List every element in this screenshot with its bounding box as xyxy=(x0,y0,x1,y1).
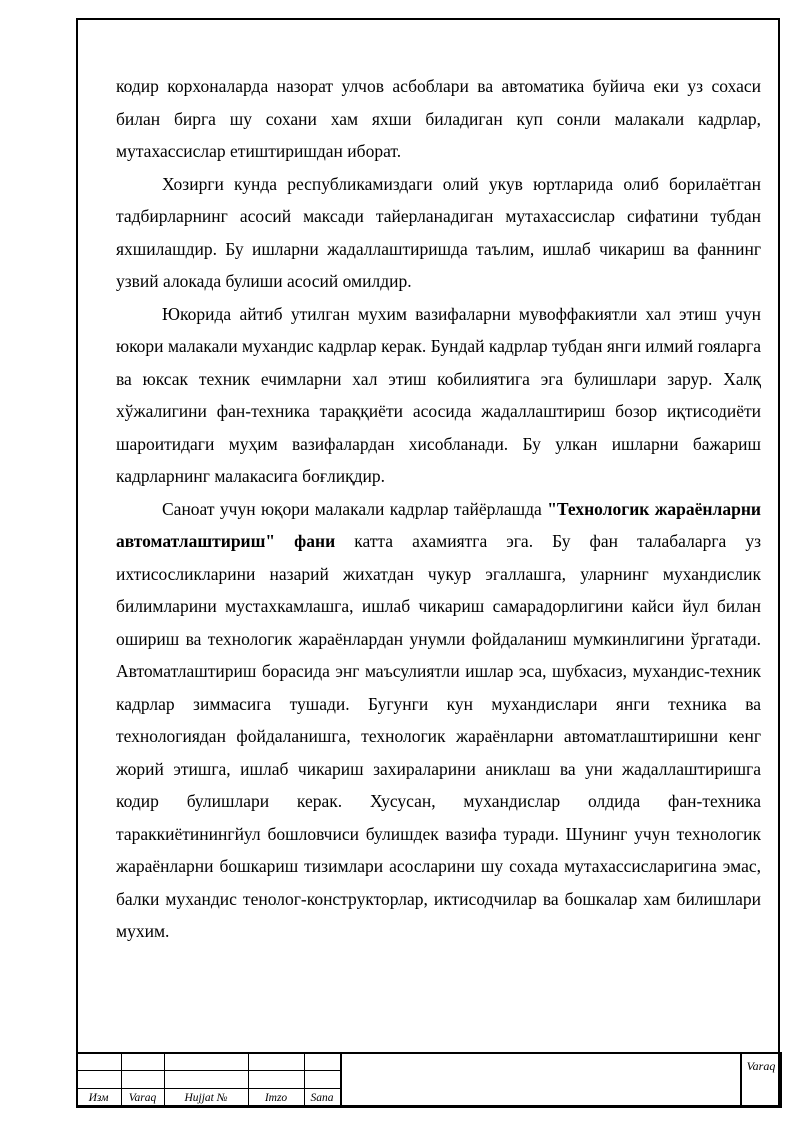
varaq-column-label: Varaq xyxy=(128,1092,157,1104)
paragraph-4 xyxy=(116,493,761,948)
paragraph-4-rest: катта ахамиятга эга. Бу фан талабаларга уз ихтисосликларини назарий жихатдан чукур эгаллашга, уларнинг мухандислик билимларини мустахкамлашга, ишлаб чикариш самарадорлигини кайси йул билан ошириш ва технологик жараёнлардан унумли фойдаланиш мумкинлигини ўргатади. Автоматлаштириш борасида энг маъсулиятли ишлар эса, шубхасиз, мухандис-техник кадрлар зиммасига тушади. Бугунги кун мухандислари янги техника ва технологиядан фойдаланишга, технологик жараёнларни автоматлаштиришни кенг жорий этишга, ишлаб чикариш захираларини аниклаш ва уни жадаллаштиришга кодир булишлари керак. Хусусан, мухандислар олдида фан-техника тараккиётинингйул бошловчиси булишдек вазифа туради. Шунинг учун технологик жараёнларни бошкариш тизимлари асосларини шу сохада мутахассисларигина эмас, балки мухандис тенолог-конструкторлар, иктисодчилар ва бошкалар хам билишлари мухим. xyxy=(116,531,761,941)
sana-label: Sana xyxy=(310,1092,334,1104)
izm-label: Изм xyxy=(88,1092,109,1104)
paragraph-3: Юкорида айтиб утилган мухим вазифаларни мувоффакиятли хал этиш учун юкори малакали мухандис кадрлар керак. Бундай кадрлар тубдан янги илмий гояларга ва юксак техник ечимларни хал этиш кобилиятига эга булишлари зарур. Халқ хўжалигини фан-техника тараққиёти асосида жадаллаштириш бозор иқтисодиёти шароитидаги муҳим вазифалардан хисобланади. Бу улкан ишларни бажариш кадрларнинг малакасига боғлиқдир. xyxy=(116,303,761,486)
document-body xyxy=(116,70,761,948)
paragraph-2: Хозирги кунда республикамиздаги олий укув юртларида олиб борилаётган тадбирларнинг асосий максади тайерланадиган мутахассислар сифатини тубдан яхшилашдир. Бу ишларни жадаллаштиришда таълим, ишлаб чикариш ва фаннинг узвий алокада булиши асосий омилдир. xyxy=(116,173,761,291)
sheet-label: Varaq xyxy=(746,1059,776,1073)
imzo-label: Imzo xyxy=(264,1092,288,1104)
paragraph-1: кодир корхоналарда назорат улчов асбоблари ва автоматика буйича еки уз сохаси билан бирга шу сохани хам яхши биладиган куп сонли малакали кадрлар, мутахассислар етиштиришдан иборат. xyxy=(116,76,761,161)
title-block xyxy=(76,1052,782,1108)
course-title: "Технологик жараёнларни автоматлаштириш" фани xyxy=(116,498,761,551)
hujjat-label: Hujjat № xyxy=(184,1092,228,1104)
paragraph-4-start: Саноат учун юқори малакали кадрлар тайёрлашда xyxy=(162,498,548,519)
